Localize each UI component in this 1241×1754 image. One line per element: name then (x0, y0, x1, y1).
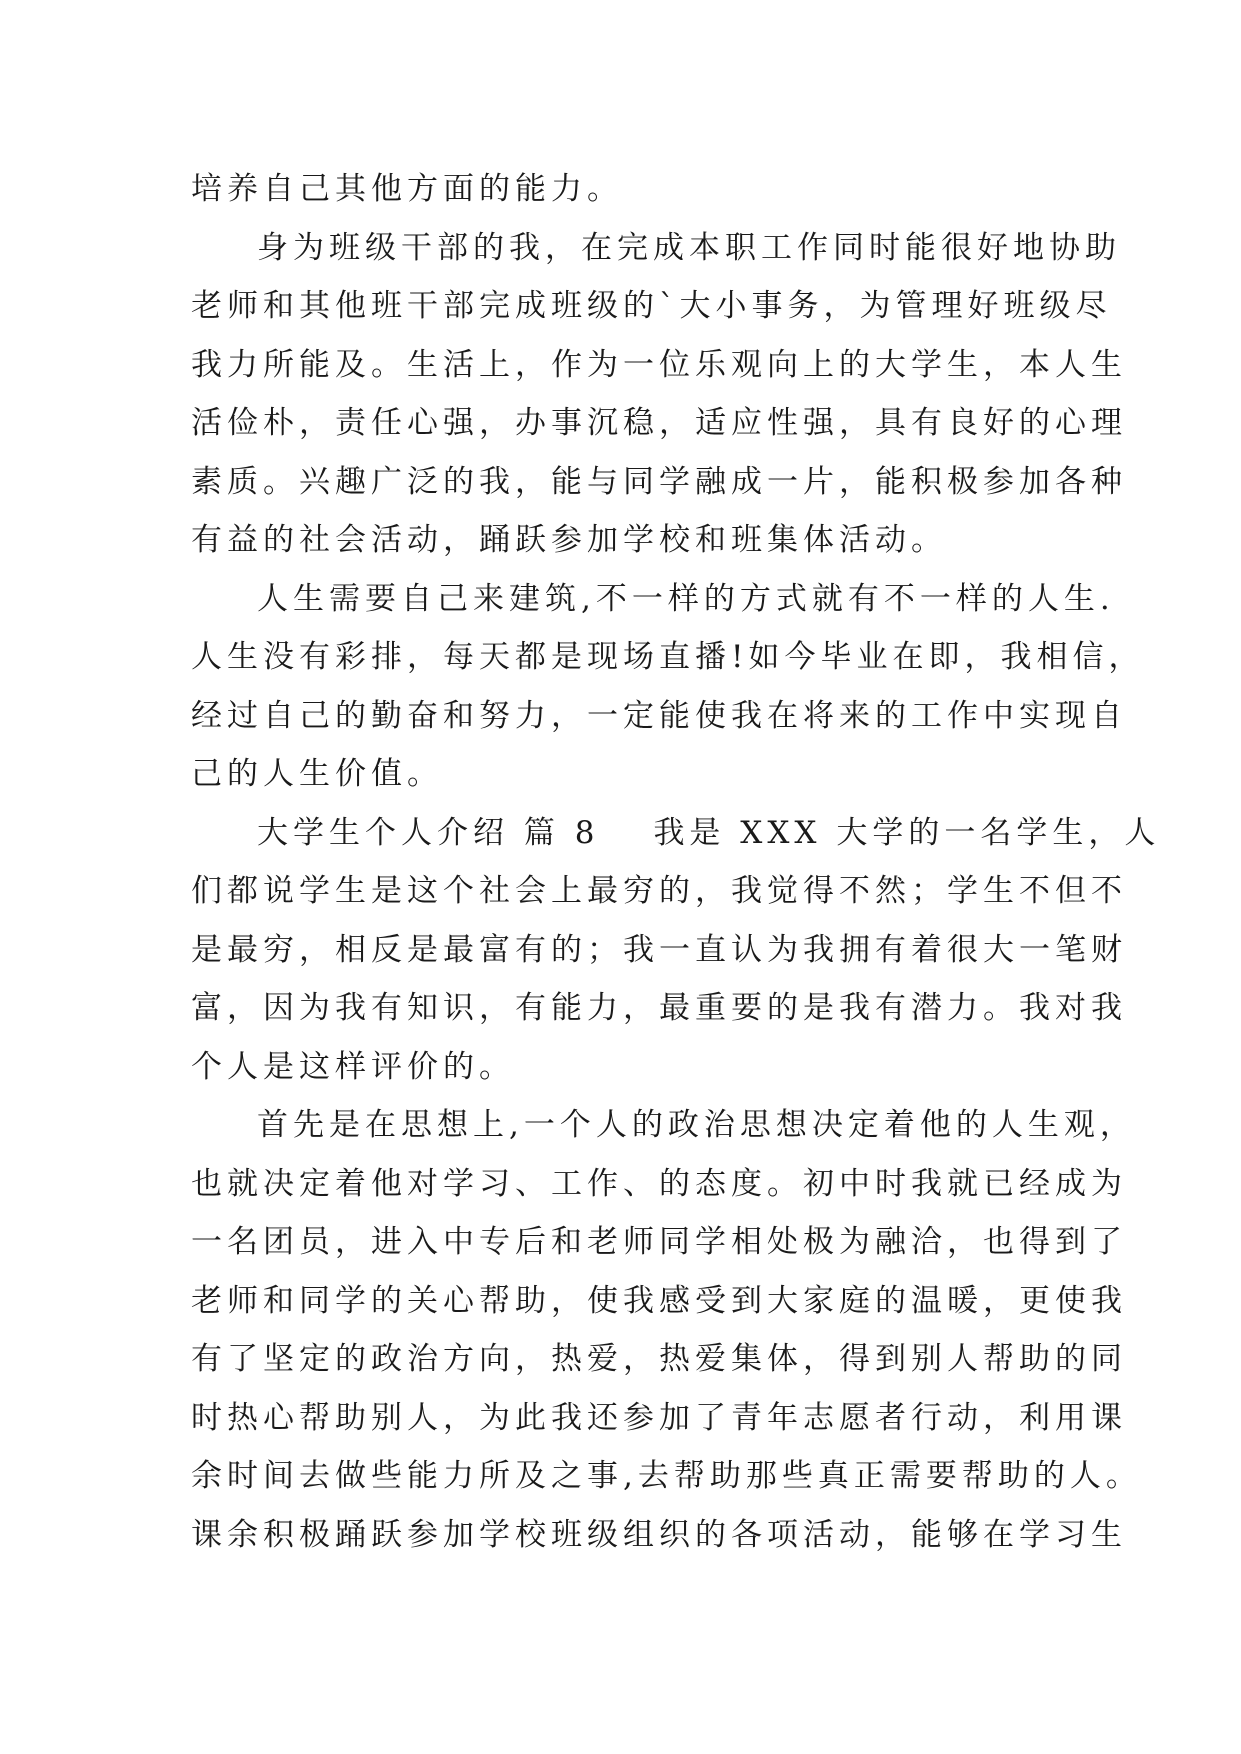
text-line: 有了坚定的政治方向，热爱，热爱集体，得到别人帮助的同 (191, 1341, 1127, 1377)
text-line: 老师和其他班干部完成班级的`大小事务，为管理好班级尽 (191, 288, 1112, 324)
text-line: 有益的社会活动，踊跃参加学校和班集体活动。 (191, 522, 947, 558)
paragraph-start-line: 首先是在思想上,一个人的政治思想决定着他的人生观， (257, 1107, 1136, 1143)
text-line: 我力所能及。生活上，作为一位乐观向上的大学生，本人生 (191, 346, 1127, 383)
section-heading-line (191, 804, 1161, 863)
text-line: 活俭朴，责任心强，办事沉稳，适应性强，具有良好的心理 (191, 405, 1127, 441)
text-line: 人生没有彩排，每天都是现场直播!如今毕业在即，我相信， (191, 639, 1145, 675)
section-first-sentence: 我是 XXX 大学的一名学生，人 (653, 814, 1161, 851)
section-heading: 大学生个人介绍 篇 8 (257, 814, 600, 851)
document-body (191, 160, 1161, 1564)
text-line: 余时间去做些能力所及之事,去帮助那些真正需要帮助的人。 (191, 1458, 1142, 1494)
paragraph-start-line: 身为班级干部的我，在完成本职工作同时能很好地协助 (257, 229, 1121, 266)
text-line: 时热心帮助别人，为此我还参加了青年志愿者行动，利用课 (191, 1399, 1127, 1436)
paragraph-start-line: 人生需要自己来建筑,不一样的方式就有不一样的人生. (257, 580, 1115, 617)
text-line: 富，因为我有知识，有能力，最重要的是我有潜力。我对我 (191, 990, 1127, 1026)
text-line: 一名团员，进入中专后和老师同学相处极为融洽，也得到了 (191, 1224, 1127, 1260)
text-line: 是最穷，相反是最富有的；我一直认为我拥有着很大一笔财 (191, 931, 1127, 968)
text-line: 培养自己其他方面的能力。 (191, 171, 623, 207)
text-line: 个人是这样评价的。 (191, 1048, 515, 1085)
text-line: 素质。兴趣广泛的我，能与同学融成一片，能积极参加各种 (191, 463, 1127, 500)
text-line: 课余积极踊跃参加学校班级组织的各项活动，能够在学习生 (191, 1516, 1127, 1553)
text-line: 也就决定着他对学习、工作、的态度。初中时我就已经成为 (191, 1165, 1127, 1202)
text-line: 们都说学生是这个社会上最穷的，我觉得不然；学生不但不 (191, 873, 1127, 909)
text-line: 老师和同学的关心帮助，使我感受到大家庭的温暖，更使我 (191, 1282, 1127, 1319)
text-line: 己的人生价值。 (191, 756, 443, 792)
text-line: 经过自己的勤奋和努力，一定能使我在将来的工作中实现自 (191, 697, 1127, 734)
